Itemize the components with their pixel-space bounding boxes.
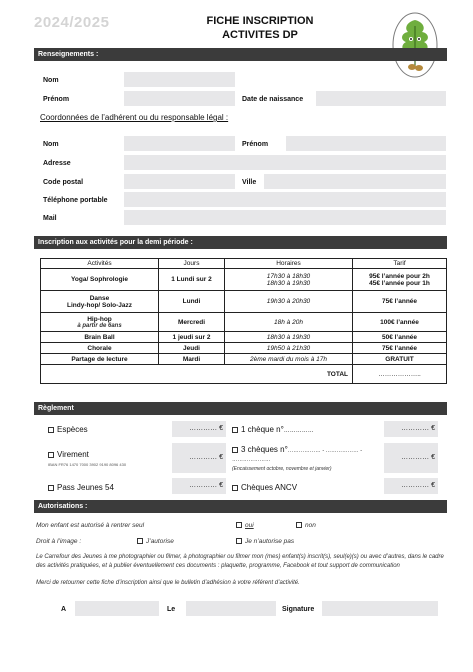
a-label: A xyxy=(61,606,67,613)
activity-tarif: GRATUIT xyxy=(353,354,447,365)
table-row xyxy=(41,332,447,343)
le-field[interactable] xyxy=(186,601,276,616)
activity-name: Brain Ball xyxy=(41,332,159,343)
especes-option[interactable]: Espèces xyxy=(48,425,88,434)
resp-nom-field[interactable] xyxy=(124,136,235,151)
oui-checkbox[interactable] xyxy=(236,522,242,528)
table-row xyxy=(41,291,447,313)
activity-time: 17h30 à 18h30 18h30 à 19h30 xyxy=(225,269,353,291)
mail-label: Mail xyxy=(43,215,57,222)
section-reglement: Règlement xyxy=(34,402,447,415)
droit-image-text: Droit à l’image : xyxy=(36,538,82,545)
cheque3-option[interactable]: 3 chèques n°……………… - ……………… - xyxy=(232,445,362,454)
section-inscription: Inscription aux activités pour la demi période : xyxy=(34,236,447,249)
activities-table xyxy=(40,258,447,384)
code-postal-field[interactable] xyxy=(124,174,235,189)
activity-day: Lundi xyxy=(159,291,225,313)
activity-tarif: 75€ l’année xyxy=(353,291,447,313)
activity-time: 2ème mardi du mois à 17h xyxy=(225,354,353,365)
ancv-amount[interactable]: ………… € xyxy=(384,478,438,494)
virement-option[interactable]: Virement xyxy=(48,450,89,459)
table-row xyxy=(41,313,447,332)
activity-tarif: 100€ l’année xyxy=(353,313,447,332)
activity-tarif: 75€ l’année xyxy=(353,343,447,354)
telephone-field[interactable] xyxy=(124,192,446,207)
resp-nom-label: Nom xyxy=(43,141,59,148)
cheque3-note: (Encaissement octobre, novembre et janvier) xyxy=(232,466,332,472)
activity-name: Partage de lecture xyxy=(41,354,159,365)
a-field[interactable] xyxy=(75,601,159,616)
table-row xyxy=(41,269,447,291)
ville-field[interactable] xyxy=(264,174,446,189)
activity-name: Yoga/ Sophrologie xyxy=(41,269,159,291)
activity-day: Jeudi xyxy=(159,343,225,354)
autorise-option[interactable]: J’autorise xyxy=(137,538,174,545)
section-renseignements: Renseignements : xyxy=(34,48,447,61)
col-header-horaires: Horaires xyxy=(225,259,353,269)
col-header-jours: Jours xyxy=(159,259,225,269)
year-watermark: 2024/2025 xyxy=(34,14,110,31)
nom-field[interactable] xyxy=(124,72,235,87)
total-label: TOTAL xyxy=(41,365,353,384)
activity-day: Mercredi xyxy=(159,313,225,332)
cheque3-amount[interactable]: ………… € xyxy=(384,443,438,473)
pass-jeunes-amount[interactable]: ………… € xyxy=(172,478,226,494)
non-option[interactable]: non xyxy=(296,522,316,529)
especes-checkbox[interactable] xyxy=(48,427,54,433)
total-row xyxy=(41,365,447,384)
especes-amount[interactable]: ………… € xyxy=(172,421,226,437)
ancv-checkbox[interactable] xyxy=(232,485,238,491)
resp-prenom-field[interactable] xyxy=(286,136,446,151)
cheque3-checkbox[interactable] xyxy=(232,447,238,453)
adresse-field[interactable] xyxy=(124,155,446,170)
ville-label: Ville xyxy=(242,179,257,186)
return-instructions: Merci de retourner cette fiche d’inscription ainsi que le bulletin d’adhésion à votre référent d’activité. xyxy=(36,580,300,586)
activity-time: 19h30 à 20h30 xyxy=(225,291,353,313)
autorise-pas-option[interactable]: Je n’autorise pas xyxy=(236,538,294,545)
nom-label: Nom xyxy=(43,77,59,84)
responsable-title: Coordonnées de l’adhérent ou du responsable légal : xyxy=(40,113,229,122)
cheque1-amount[interactable]: ………… € xyxy=(384,421,438,437)
date-naissance-label: Date de naissance xyxy=(242,96,304,103)
total-value[interactable]: ……………….. xyxy=(353,365,447,384)
virement-amount[interactable]: ………… € xyxy=(172,443,226,473)
table-row xyxy=(41,354,447,365)
cheque1-checkbox[interactable] xyxy=(232,427,238,433)
iban-text: IBAN FR76 1470 7000 3902 9190 8096 430 xyxy=(48,462,127,467)
prenom-label: Prénom xyxy=(43,96,70,103)
cheque3-dots-line2: ………………… xyxy=(232,457,271,463)
virement-checkbox[interactable] xyxy=(48,452,54,458)
autorise-checkbox[interactable] xyxy=(137,538,143,544)
le-label: Le xyxy=(167,606,176,613)
activity-name: Chorale xyxy=(41,343,159,354)
date-naissance-field[interactable] xyxy=(316,91,446,106)
activity-name: Danse Lindy-hop/ Solo-Jazz xyxy=(41,291,159,313)
cheque1-option[interactable]: 1 chèque n°…………… xyxy=(232,425,314,434)
signature-label: Signature xyxy=(282,606,315,613)
activity-day: Mardi xyxy=(159,354,225,365)
pass-jeunes-checkbox[interactable] xyxy=(48,485,54,491)
activity-name: Hip-hop à partir de 6ans xyxy=(41,313,159,332)
code-postal-label: Code postal xyxy=(43,179,84,186)
image-rights-paragraph: Le Carrefour des Jeunes à me photographier ou filmer, à photographier ou filmer mon (mes) enfant(s) inscrit(s), seul(e)(s) ou avec d’autres, dans le cadre des activités pratiquées, et à publier éventuellement ces documents : plaquette, programme, Facebook et tout support de communication xyxy=(36,554,444,569)
signature-field[interactable] xyxy=(322,601,438,616)
mail-field[interactable] xyxy=(124,210,446,225)
autorise-pas-checkbox[interactable] xyxy=(236,538,242,544)
page-title xyxy=(160,14,360,42)
adresse-label: Adresse xyxy=(43,160,71,167)
section-autorisations: Autorisations : xyxy=(34,500,447,513)
non-checkbox[interactable] xyxy=(296,522,302,528)
activity-tarif: 50€ l’année xyxy=(353,332,447,343)
resp-prenom-label: Prénom xyxy=(242,141,269,148)
ancv-option[interactable]: Chèques ANCV xyxy=(232,483,297,492)
activity-time: 18h30 à 19h30 xyxy=(225,332,353,343)
telephone-label: Téléphone portable xyxy=(43,197,108,204)
prenom-field[interactable] xyxy=(124,91,235,106)
title-line-2: ACTIVITES DP xyxy=(222,29,298,41)
oui-option[interactable]: oui xyxy=(236,522,254,529)
table-row xyxy=(41,343,447,354)
activity-tarif: 95€ l’année pour 2h 45€ l’année pour 1h xyxy=(353,269,447,291)
pass-jeunes-option[interactable]: Pass Jeunes 54 xyxy=(48,483,114,492)
activity-time: 18h à 20h xyxy=(225,313,353,332)
rentrer-seul-text: Mon enfant est autorisé à rentrer seul xyxy=(36,522,145,529)
oak-leaf-logo-icon xyxy=(392,12,438,78)
activity-day: 1 jeudi sur 2 xyxy=(159,332,225,343)
activity-day: 1 Lundi sur 2 xyxy=(159,269,225,291)
col-header-tarif: Tarif xyxy=(353,259,447,269)
activity-time: 19h50 à 21h30 xyxy=(225,343,353,354)
col-header-activites: Activités xyxy=(41,259,159,269)
title-line-1: FICHE INSCRIPTION xyxy=(206,15,314,27)
